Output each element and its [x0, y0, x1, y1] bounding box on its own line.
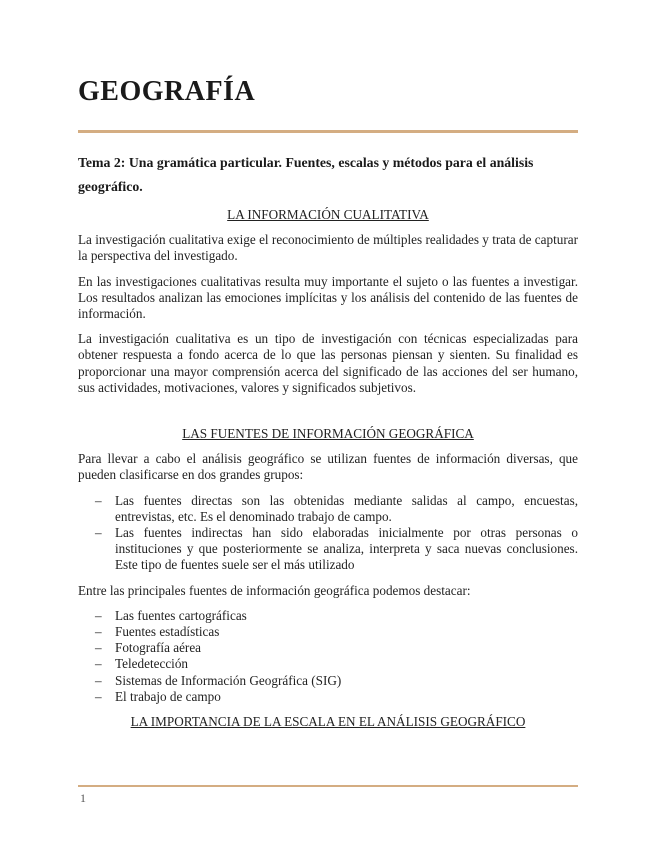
section-heading-fuentes: LAS FUENTES DE INFORMACIÓN GEOGRÁFICA	[182, 426, 474, 442]
paragraph: Entre las principales fuentes de información geográfica podemos destacar:	[78, 582, 471, 598]
list-item: – Las fuentes cartográficas	[78, 608, 578, 624]
paragraph: La investigación cualitativa exige el reconocimiento de múltiples realidades y trata de capturar la perspectiva del investigado.	[78, 232, 578, 264]
list-item: – Sistemas de Información Geográfica (SIG)	[78, 673, 578, 689]
section-heading-escala: LA IMPORTANCIA DE LA ESCALA EN EL ANÁLISIS GEOGRÁFICO	[130, 714, 526, 730]
list-item: – Las fuentes directas son las obtenidas mediante salidas al campo, encuestas, entrevistas, etc. Es el denominado trabajo de campo.	[78, 493, 578, 525]
sources-list	[78, 608, 578, 705]
footer-divider	[78, 785, 578, 787]
source-groups-list	[78, 493, 578, 574]
list-item: – Fotografía aérea	[78, 640, 578, 656]
section-heading-cualitativa: LA INFORMACIÓN CUALITATIVA	[227, 207, 429, 222]
page-number: 1	[80, 791, 86, 805]
paragraph: Para llevar a cabo el análisis geográfico se utilizan fuentes de información diversas, que pueden clasificarse en dos grandes grupos:	[78, 451, 578, 483]
list-item: – Las fuentes indirectas han sido elaboradas inicialmente por otras personas o instituciones y que posteriormente se analiza, interpreta y saca nuevas conclusiones. Este tipo de fuentes suele ser el más utilizado	[78, 525, 578, 574]
list-item: – El trabajo de campo	[78, 689, 578, 705]
paragraph: En las investigaciones cualitativas resulta muy importante el sujeto o las fuentes a investigar. Los resultados analizan las emociones implícitas y los análisis del contenido de las fuentes de información.	[78, 273, 578, 322]
document-body	[78, 151, 578, 739]
list-item: – Teledetección	[78, 656, 578, 672]
topic-subtitle: Tema 2: Una gramática particular. Fuentes, escalas y métodos para el análisis geográfico.	[78, 155, 534, 194]
header-divider	[78, 130, 578, 133]
paragraph: La investigación cualitativa es un tipo de investigación con técnicas especializadas para obtener respuesta a fondo acerca de lo que las personas piensan y sienten. Su finalidad es proporcionar una mayor comprensión acerca del significado de las acciones del ser humano, sus actividades, motivaciones, valores y significados subjetivos.	[78, 331, 578, 395]
list-item: – Fuentes estadísticas	[78, 624, 578, 640]
document-title: GEOGRAFÍA	[78, 76, 256, 107]
